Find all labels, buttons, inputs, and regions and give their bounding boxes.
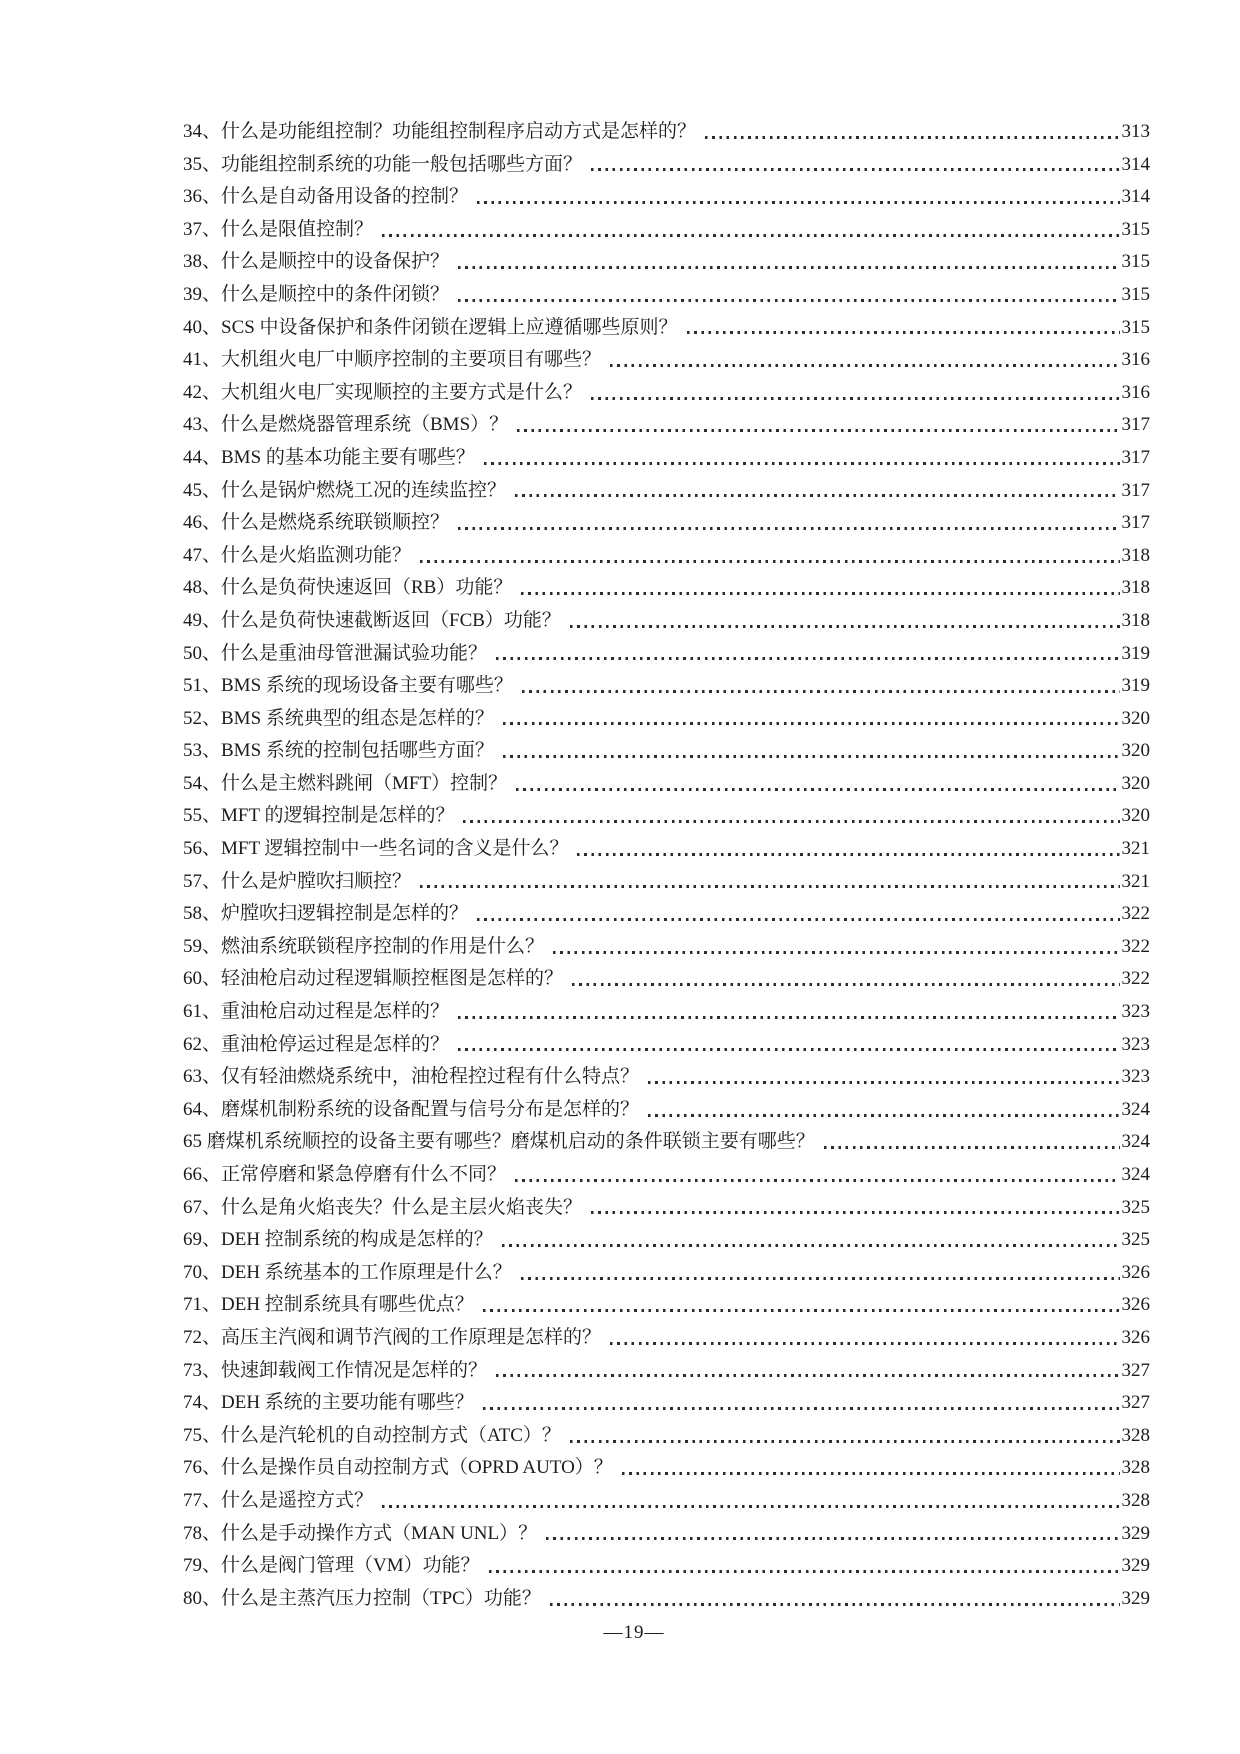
toc-entry [183, 507, 1150, 540]
toc-entry-label: 43、什么是燃烧器管理系统（BMS）？ [183, 414, 509, 436]
toc-entry-label: 46、什么是燃烧系统联锁顺控？ [183, 512, 450, 534]
toc-entry [183, 181, 1150, 214]
toc-entry-page-number: 315 [1121, 283, 1150, 305]
toc-entry-page-number: 322 [1121, 935, 1150, 957]
toc-entry-label: 44、BMS 的基本功能主要有哪些？ [183, 446, 475, 468]
dot-leader [483, 1407, 1120, 1410]
toc-entry [183, 605, 1150, 638]
toc-entry [183, 572, 1150, 605]
toc-entry-page-number: 319 [1121, 675, 1150, 697]
toc-entry-page-number: 326 [1121, 1261, 1150, 1283]
toc-entry [183, 540, 1150, 573]
toc-entry-label: 67、什么是角火焰丧失？什么是主层火焰丧失？ [183, 1196, 583, 1218]
toc-entry-label: 79、什么是阀门管理（VM）功能？ [183, 1555, 480, 1577]
toc-entry [183, 1126, 1150, 1159]
dot-leader [648, 1081, 1119, 1084]
dot-leader [570, 625, 1120, 628]
toc-entry-page-number: 315 [1121, 218, 1150, 240]
toc-entry-label: 55、MFT 的逻辑控制是怎样的？ [183, 805, 455, 827]
toc-entry [183, 1224, 1150, 1257]
toc-entry-page-number: 318 [1121, 609, 1150, 631]
toc-entry [183, 149, 1150, 182]
toc-entry-label: 69、DEH 控制系统的构成是怎样的？ [183, 1229, 493, 1251]
dot-leader [591, 397, 1119, 400]
toc-entry-label: 60、轻油枪启动过程逻辑顺控框图是怎样的？ [183, 968, 564, 990]
toc-entry [183, 1518, 1150, 1551]
toc-entry-page-number: 323 [1121, 1033, 1150, 1055]
toc-entry-label: 49、什么是负荷快速截断返回（FCB）功能？ [183, 609, 561, 631]
toc-entry [183, 833, 1150, 866]
dot-leader [521, 1277, 1120, 1280]
toc-entry-page-number: 329 [1121, 1587, 1150, 1609]
dot-leader [420, 885, 1119, 888]
dot-leader [382, 1505, 1119, 1508]
toc-entry-page-number: 329 [1121, 1522, 1150, 1544]
toc-entry-label: 42、大机组火电厂实现顺控的主要方式是什么？ [183, 381, 583, 403]
toc-entry [183, 409, 1150, 442]
toc-entry-page-number: 323 [1121, 1066, 1150, 1088]
dot-leader [477, 201, 1119, 204]
toc-entry-page-number: 321 [1121, 870, 1150, 892]
toc-entry-page-number: 323 [1121, 1001, 1150, 1023]
toc-entry-label: 63、仅有轻油燃烧系统中，油枪程控过程有什么特点？ [183, 1066, 640, 1088]
toc-entry-page-number: 316 [1121, 349, 1150, 371]
toc-entry-label: 38、什么是顺控中的设备保护？ [183, 251, 450, 273]
dot-leader [420, 560, 1119, 563]
toc-entry [183, 800, 1150, 833]
toc-entry-label: 80、什么是主蒸汽压力控制（TPC）功能？ [183, 1587, 541, 1609]
toc-entry-page-number: 318 [1121, 544, 1150, 566]
toc-entry [183, 1485, 1150, 1518]
toc-entry-page-number: 320 [1121, 805, 1150, 827]
toc-entry [183, 931, 1150, 964]
dot-leader [516, 788, 1119, 791]
toc-entry [183, 898, 1150, 931]
toc-entry [183, 1387, 1150, 1420]
toc-entry-label: 57、什么是炉膛吹扫顺控？ [183, 870, 412, 892]
toc-entry-page-number: 320 [1121, 707, 1150, 729]
toc-entry-page-number: 317 [1121, 512, 1150, 534]
toc-entry [183, 735, 1150, 768]
toc-entry-page-number: 322 [1121, 968, 1150, 990]
toc-entry-label: 58、炉膛吹扫逻辑控制是怎样的？ [183, 903, 469, 925]
dot-leader [502, 1244, 1120, 1247]
dot-leader [458, 1048, 1119, 1051]
toc-entry [183, 214, 1150, 247]
toc-entry [183, 996, 1150, 1029]
toc-entry [183, 1355, 1150, 1388]
toc-entry [183, 1192, 1150, 1225]
toc-entry-label: 65 磨煤机系统顺控的设备主要有哪些？磨煤机启动的条件联锁主要有哪些？ [183, 1131, 815, 1153]
toc-entry-label: 35、功能组控制系统的功能一般包括哪些方面？ [183, 153, 583, 175]
toc-entry-page-number: 324 [1121, 1098, 1150, 1120]
dot-leader [496, 1374, 1119, 1377]
toc-entry-page-number: 325 [1121, 1229, 1150, 1251]
toc-entry-label: 34、什么是功能组控制？功能组控制程序启动方式是怎样的？ [183, 121, 697, 142]
toc-entry-label: 39、什么是顺控中的条件闭锁？ [183, 283, 450, 305]
toc-entry-page-number: 318 [1121, 577, 1150, 599]
dot-leader [591, 168, 1119, 171]
toc-entry [183, 116, 1150, 149]
toc-entry-label: 76、什么是操作员自动控制方式（OPRD AUTO）？ [183, 1457, 613, 1479]
toc-entry-page-number: 325 [1121, 1196, 1150, 1218]
toc-entry-page-number: 328 [1121, 1424, 1150, 1446]
dot-leader [572, 983, 1119, 986]
dot-leader [484, 462, 1120, 465]
dot-leader [496, 657, 1119, 660]
toc-entry-label: 77、什么是遥控方式？ [183, 1489, 374, 1511]
toc-entry-page-number: 316 [1121, 381, 1150, 403]
dot-leader [610, 1342, 1119, 1345]
toc-entry-page-number: 319 [1121, 642, 1150, 664]
toc-entry [183, 768, 1150, 801]
toc-entry-page-number: 315 [1121, 251, 1150, 273]
toc-entry-page-number: 313 [1121, 121, 1150, 142]
dot-leader [687, 331, 1120, 334]
toc-entry [183, 703, 1150, 736]
dot-leader [458, 266, 1119, 269]
page-footer-number: —19— [603, 1622, 665, 1643]
toc-entry-label: 40、SCS 中设备保护和条件闭锁在逻辑上应遵循哪些原则？ [183, 316, 678, 338]
toc-entry-page-number: 327 [1121, 1392, 1150, 1414]
toc-entry [183, 1094, 1150, 1127]
toc-entry-label: 50、什么是重油母管泄漏试验功能？ [183, 642, 488, 664]
toc-entry [183, 1583, 1150, 1616]
toc-entry [183, 1257, 1150, 1290]
toc-entry-page-number: 328 [1121, 1457, 1150, 1479]
toc-entry [183, 1289, 1150, 1322]
toc-entry [183, 279, 1150, 312]
dot-leader [610, 364, 1119, 367]
dot-leader [577, 853, 1119, 856]
toc-entry-page-number: 322 [1121, 903, 1150, 925]
dot-leader [458, 1016, 1119, 1019]
toc-entry-label: 48、什么是负荷快速返回（RB）功能？ [183, 577, 513, 599]
toc-entry [183, 246, 1150, 279]
dot-leader [570, 1440, 1120, 1443]
toc-entry-page-number: 324 [1121, 1164, 1150, 1185]
toc-entry-label: 54、什么是主燃料跳闸（MFT）控制？ [183, 772, 508, 794]
toc-entry-page-number: 317 [1121, 479, 1150, 501]
dot-leader [824, 1146, 1120, 1149]
toc-entry [183, 638, 1150, 671]
toc-entry-page-number: 317 [1121, 414, 1150, 436]
toc-entry [183, 670, 1150, 703]
toc-entry-page-number: 314 [1121, 153, 1150, 175]
toc-entry-page-number: 327 [1121, 1359, 1150, 1381]
dot-leader [550, 1603, 1120, 1606]
dot-leader [517, 429, 1119, 432]
toc-entry-label: 37、什么是限值控制？ [183, 218, 374, 240]
toc-entry [183, 442, 1150, 475]
dot-leader [458, 299, 1119, 302]
toc-entry [183, 963, 1150, 996]
toc-entry [183, 312, 1150, 345]
toc-entry-label: 36、什么是自动备用设备的控制？ [183, 186, 469, 208]
dot-leader [458, 527, 1119, 530]
dot-leader [705, 136, 1119, 139]
toc-entry-label: 74、DEH 系统的主要功能有哪些？ [183, 1392, 474, 1414]
dot-leader [477, 918, 1119, 921]
toc-entry-page-number: 321 [1121, 838, 1150, 860]
toc-entry-label: 61、重油枪启动过程是怎样的？ [183, 1001, 450, 1023]
dot-leader [648, 1114, 1119, 1117]
toc-entry-page-number: 315 [1121, 316, 1150, 338]
toc-entry [183, 1452, 1150, 1485]
dot-leader [622, 1472, 1120, 1475]
toc-entry [183, 344, 1150, 377]
toc-entry-page-number: 320 [1121, 772, 1150, 794]
dot-leader [515, 494, 1119, 497]
toc-entry-label: 70、DEH 系统基本的工作原理是什么？ [183, 1261, 512, 1283]
toc-entry-label: 66、正常停磨和紧急停磨有什么不同？ [183, 1164, 507, 1185]
toc-entry [183, 866, 1150, 899]
dot-leader [515, 1179, 1119, 1182]
dot-leader [463, 820, 1119, 823]
toc-entry [183, 1159, 1150, 1192]
toc-entry [183, 377, 1150, 410]
toc-entry-label: 62、重油枪停运过程是怎样的？ [183, 1033, 450, 1055]
dot-leader [503, 722, 1120, 725]
dot-leader [489, 1570, 1120, 1573]
toc-entry-label: 73、快速卸载阀工作情况是怎样的？ [183, 1359, 488, 1381]
dot-leader [382, 234, 1119, 237]
toc-entry-label: 72、高压主汽阀和调节汽阀的工作原理是怎样的？ [183, 1326, 602, 1348]
toc-entry-page-number: 320 [1121, 740, 1150, 762]
toc-entry [183, 1029, 1150, 1062]
toc-entry-label: 56、MFT 逻辑控制中一些名词的含义是什么？ [183, 838, 569, 860]
table-of-contents [183, 116, 1150, 1615]
toc-entry-page-number: 314 [1121, 186, 1150, 208]
toc-entry-label: 45、什么是锅炉燃烧工况的连续监控？ [183, 479, 507, 501]
toc-entry-label: 51、BMS 系统的现场设备主要有哪些？ [183, 675, 513, 697]
toc-entry-label: 59、燃油系统联锁程序控制的作用是什么？ [183, 935, 545, 957]
dot-leader [521, 592, 1119, 595]
toc-entry-label: 47、什么是火焰监测功能？ [183, 544, 412, 566]
toc-entry-label: 64、磨煤机制粉系统的设备配置与信号分布是怎样的？ [183, 1098, 640, 1120]
toc-entry-page-number: 317 [1121, 446, 1150, 468]
dot-leader [546, 1537, 1119, 1540]
toc-entry-label: 75、什么是汽轮机的自动控制方式（ATC）？ [183, 1424, 561, 1446]
toc-entry-page-number: 329 [1121, 1555, 1150, 1577]
toc-entry [183, 1061, 1150, 1094]
dot-leader [553, 951, 1119, 954]
toc-entry-label: 41、大机组火电厂中顺序控制的主要项目有哪些？ [183, 349, 602, 371]
dot-leader [483, 1309, 1120, 1312]
toc-entry-label: 52、BMS 系统典型的组态是怎样的？ [183, 707, 494, 729]
toc-entry-label: 53、BMS 系统的控制包括哪些方面？ [183, 740, 494, 762]
dot-leader [522, 690, 1120, 693]
toc-entry [183, 1322, 1150, 1355]
toc-entry [183, 475, 1150, 508]
toc-entry-page-number: 326 [1121, 1326, 1150, 1348]
toc-entry [183, 1420, 1150, 1453]
dot-leader [591, 1211, 1119, 1214]
toc-entry-page-number: 324 [1121, 1131, 1150, 1153]
toc-entry-label: 71、DEH 控制系统具有哪些优点？ [183, 1294, 474, 1316]
toc-entry [183, 1550, 1150, 1583]
dot-leader [503, 755, 1120, 758]
toc-entry-label: 78、什么是手动操作方式（MAN UNL）？ [183, 1522, 538, 1544]
toc-entry-page-number: 326 [1121, 1294, 1150, 1316]
toc-entry-page-number: 328 [1121, 1489, 1150, 1511]
